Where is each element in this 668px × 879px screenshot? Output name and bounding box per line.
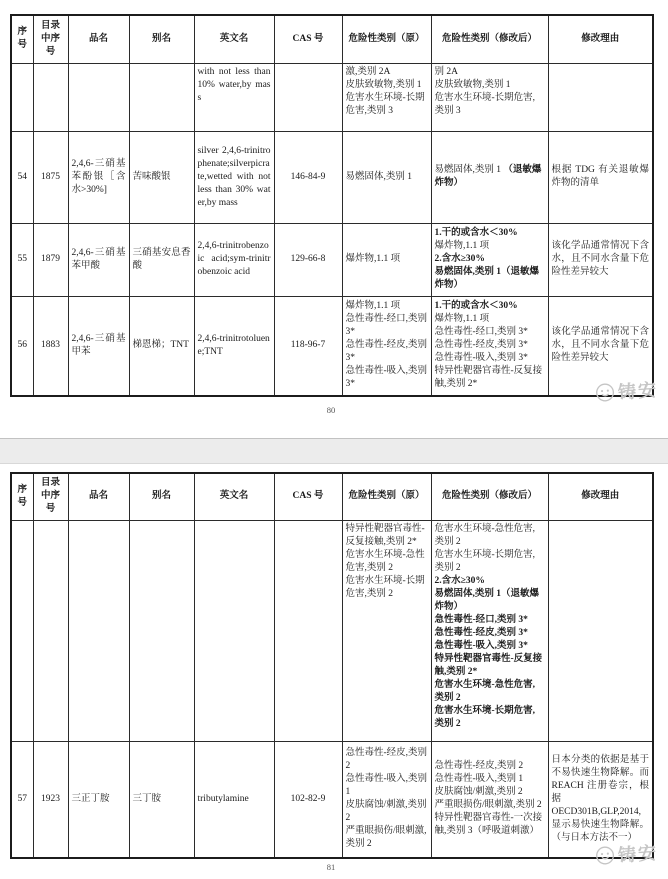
hazard-table-host-2 [0,472,668,859]
table-cell: tributylamine [194,741,274,858]
document-page-1 [0,0,668,439]
table-cell [11,63,33,131]
table-cell [548,520,653,741]
table-cell: 特异性靶器官毒性-反复接触,类别 2* 危害水生环境-急性危害,类别 2 危害水生环境-长期危害,类别 2 [342,520,431,741]
table-row [11,741,653,858]
document-page-2 [0,464,668,879]
table-cell: 118-96-7 [274,296,342,396]
column-header: 目录中序号 [33,473,68,520]
table-row [11,520,653,741]
table-cell: silver 2,4,6-trinitrophenate;silverpicrate,wetted with not less than 30% water,by mass [194,131,274,223]
table-cell: 三正丁胺 [68,741,129,858]
column-header: 别名 [129,15,194,63]
column-header: 危险性类别（修改后） [431,473,548,520]
table-cell [11,520,33,741]
table-cell: 爆炸物,1.1 项 [342,223,431,296]
table-row [11,63,653,131]
column-header: 危险性类别（原） [342,473,431,520]
column-header: 修改理由 [548,473,653,520]
hazard-table [10,14,654,397]
table-cell [68,520,129,741]
table-cell: 三丁胺 [129,741,194,858]
column-header: 别名 [129,473,194,520]
table-cell: 2,4,6-trinitrobenzoic acid;sym-trinitrobenzoic acid [194,223,274,296]
table-cell: 1879 [33,223,68,296]
table-cell: 1883 [33,296,68,396]
column-header: 修改理由 [548,15,653,63]
table-cell: 根据 TDG 有关退敏爆炸物的清单 [548,131,653,223]
column-header: CAS 号 [274,15,342,63]
table-cell [548,63,653,131]
column-header: 目录中序号 [33,15,68,63]
table-cell: 2,4,6-trinitrotoluene;TNT [194,296,274,396]
table-cell [33,520,68,741]
column-header: 序号 [11,15,33,63]
table-cell: 别 2A 皮肤致敏物,类别 1 危害水生环境-长期危害,类别 3 [431,63,548,131]
table-cell: 该化学品通常情况下含水，且不同水含量下危险性差异较大 [548,223,653,296]
table-cell: 苦味酸银 [129,131,194,223]
table-cell: 57 [11,741,33,858]
table-cell: 危害水生环境-急性危害,类别 2 危害水生环境-长期危害,类别 2 2.含水≥30% 易燃固体,类别 1（退敏爆炸物） 急性毒性-经口,类别 3* 急性毒性-经皮,类别 3* 急性毒性-吸入,类别 3* 特异性靶器官毒性-反复接触,类别 2* 危害水生环境-急性危害,类别 2 危害水生环境-长期危害,类别 2 [431,520,548,741]
table-cell: 梯恩梯；TNT [129,296,194,396]
table-cell: 激,类别 2A 皮肤致敏物,类别 1 危害水生环境-长期危害,类别 3 [342,63,431,131]
table-cell: 2,4,6-三硝基苯酚银［含水>30%] [68,131,129,223]
table-cell [274,520,342,741]
table-cell: 1875 [33,131,68,223]
table-cell: 146-84-9 [274,131,342,223]
table-cell [129,63,194,131]
table-cell: 日本分类的依据是基于不易快速生物降解。而 REACH 注册卷宗，根据 OECD301B,GLP,2014, 显示易快速生物降解。（与日本方法不一） [548,741,653,858]
page-number: 81 [326,862,336,872]
table-row [11,131,653,223]
column-header: 序号 [11,473,33,520]
column-header: 品名 [68,15,129,63]
table-cell [274,63,342,131]
table-cell: 129-66-8 [274,223,342,296]
column-header: 危险性类别（修改后） [431,15,548,63]
table-cell: with not less than 10% water,by mass [194,63,274,131]
column-header: CAS 号 [274,473,342,520]
table-cell: 1.干的或含水＜30% 爆炸物,1.1 项 2.含水≥30% 易燃固体,类别 1（退敏爆炸物） [431,223,548,296]
table-cell: 易燃固体,类别 1 [342,131,431,223]
table-row [11,223,653,296]
table-cell: 2,4,6-三硝基甲苯 [68,296,129,396]
table-cell [33,63,68,131]
column-header: 英文名 [194,15,274,63]
table-cell: 55 [11,223,33,296]
column-header: 危险性类别（原） [342,15,431,63]
table-cell: 56 [11,296,33,396]
page-number: 80 [326,405,336,415]
table-cell [68,63,129,131]
table-cell: 54 [11,131,33,223]
column-header: 英文名 [194,473,274,520]
table-cell: 爆炸物,1.1 项 急性毒性-经口,类别 3* 急性毒性-经皮,类别 3* 急性毒性-吸入,类别 3* [342,296,431,396]
watermark-text: 铸安 [617,379,659,403]
table-cell: 该化学品通常情况下含水，且不同水含量下危险性差异较大 [548,296,653,396]
table-row [11,296,653,396]
table-cell: 易燃固体,类别 1 （退敏爆炸物） [431,131,548,223]
table-cell [129,520,194,741]
table-cell: 102-82-9 [274,741,342,858]
watermark-text: 铸安 [617,842,659,866]
table-cell: 急性毒性-经皮,类别 2 急性毒性-吸入,类别 1 皮肤腐蚀/刺激,类别 2 严重眼损伤/眼刺激,类别 2 [342,741,431,858]
hazard-table [10,472,654,859]
table-cell: 三硝基安息香酸 [129,223,194,296]
hazard-table-host-1 [0,14,668,397]
table-cell: 急性毒性-经皮,类别 2 急性毒性-吸入,类别 1 皮肤腐蚀/刺激,类别 2 严重眼损伤/眼刺激,类别 2 特异性靶器官毒性-一次接触,类别 3（呼吸道刺激） [431,741,548,858]
table-cell: 1923 [33,741,68,858]
page-gap [0,439,668,464]
table-cell: 1.干的或含水＜30% 爆炸物,1.1 项 急性毒性-经口,类别 3* 急性毒性-经皮,类别 3* 急性毒性-吸入,类别 3* 特异性靶器官毒性-反复接触,类别 2* [431,296,548,396]
column-header: 品名 [68,473,129,520]
table-cell [194,520,274,741]
table-cell: 2,4,6-三硝基苯甲酸 [68,223,129,296]
